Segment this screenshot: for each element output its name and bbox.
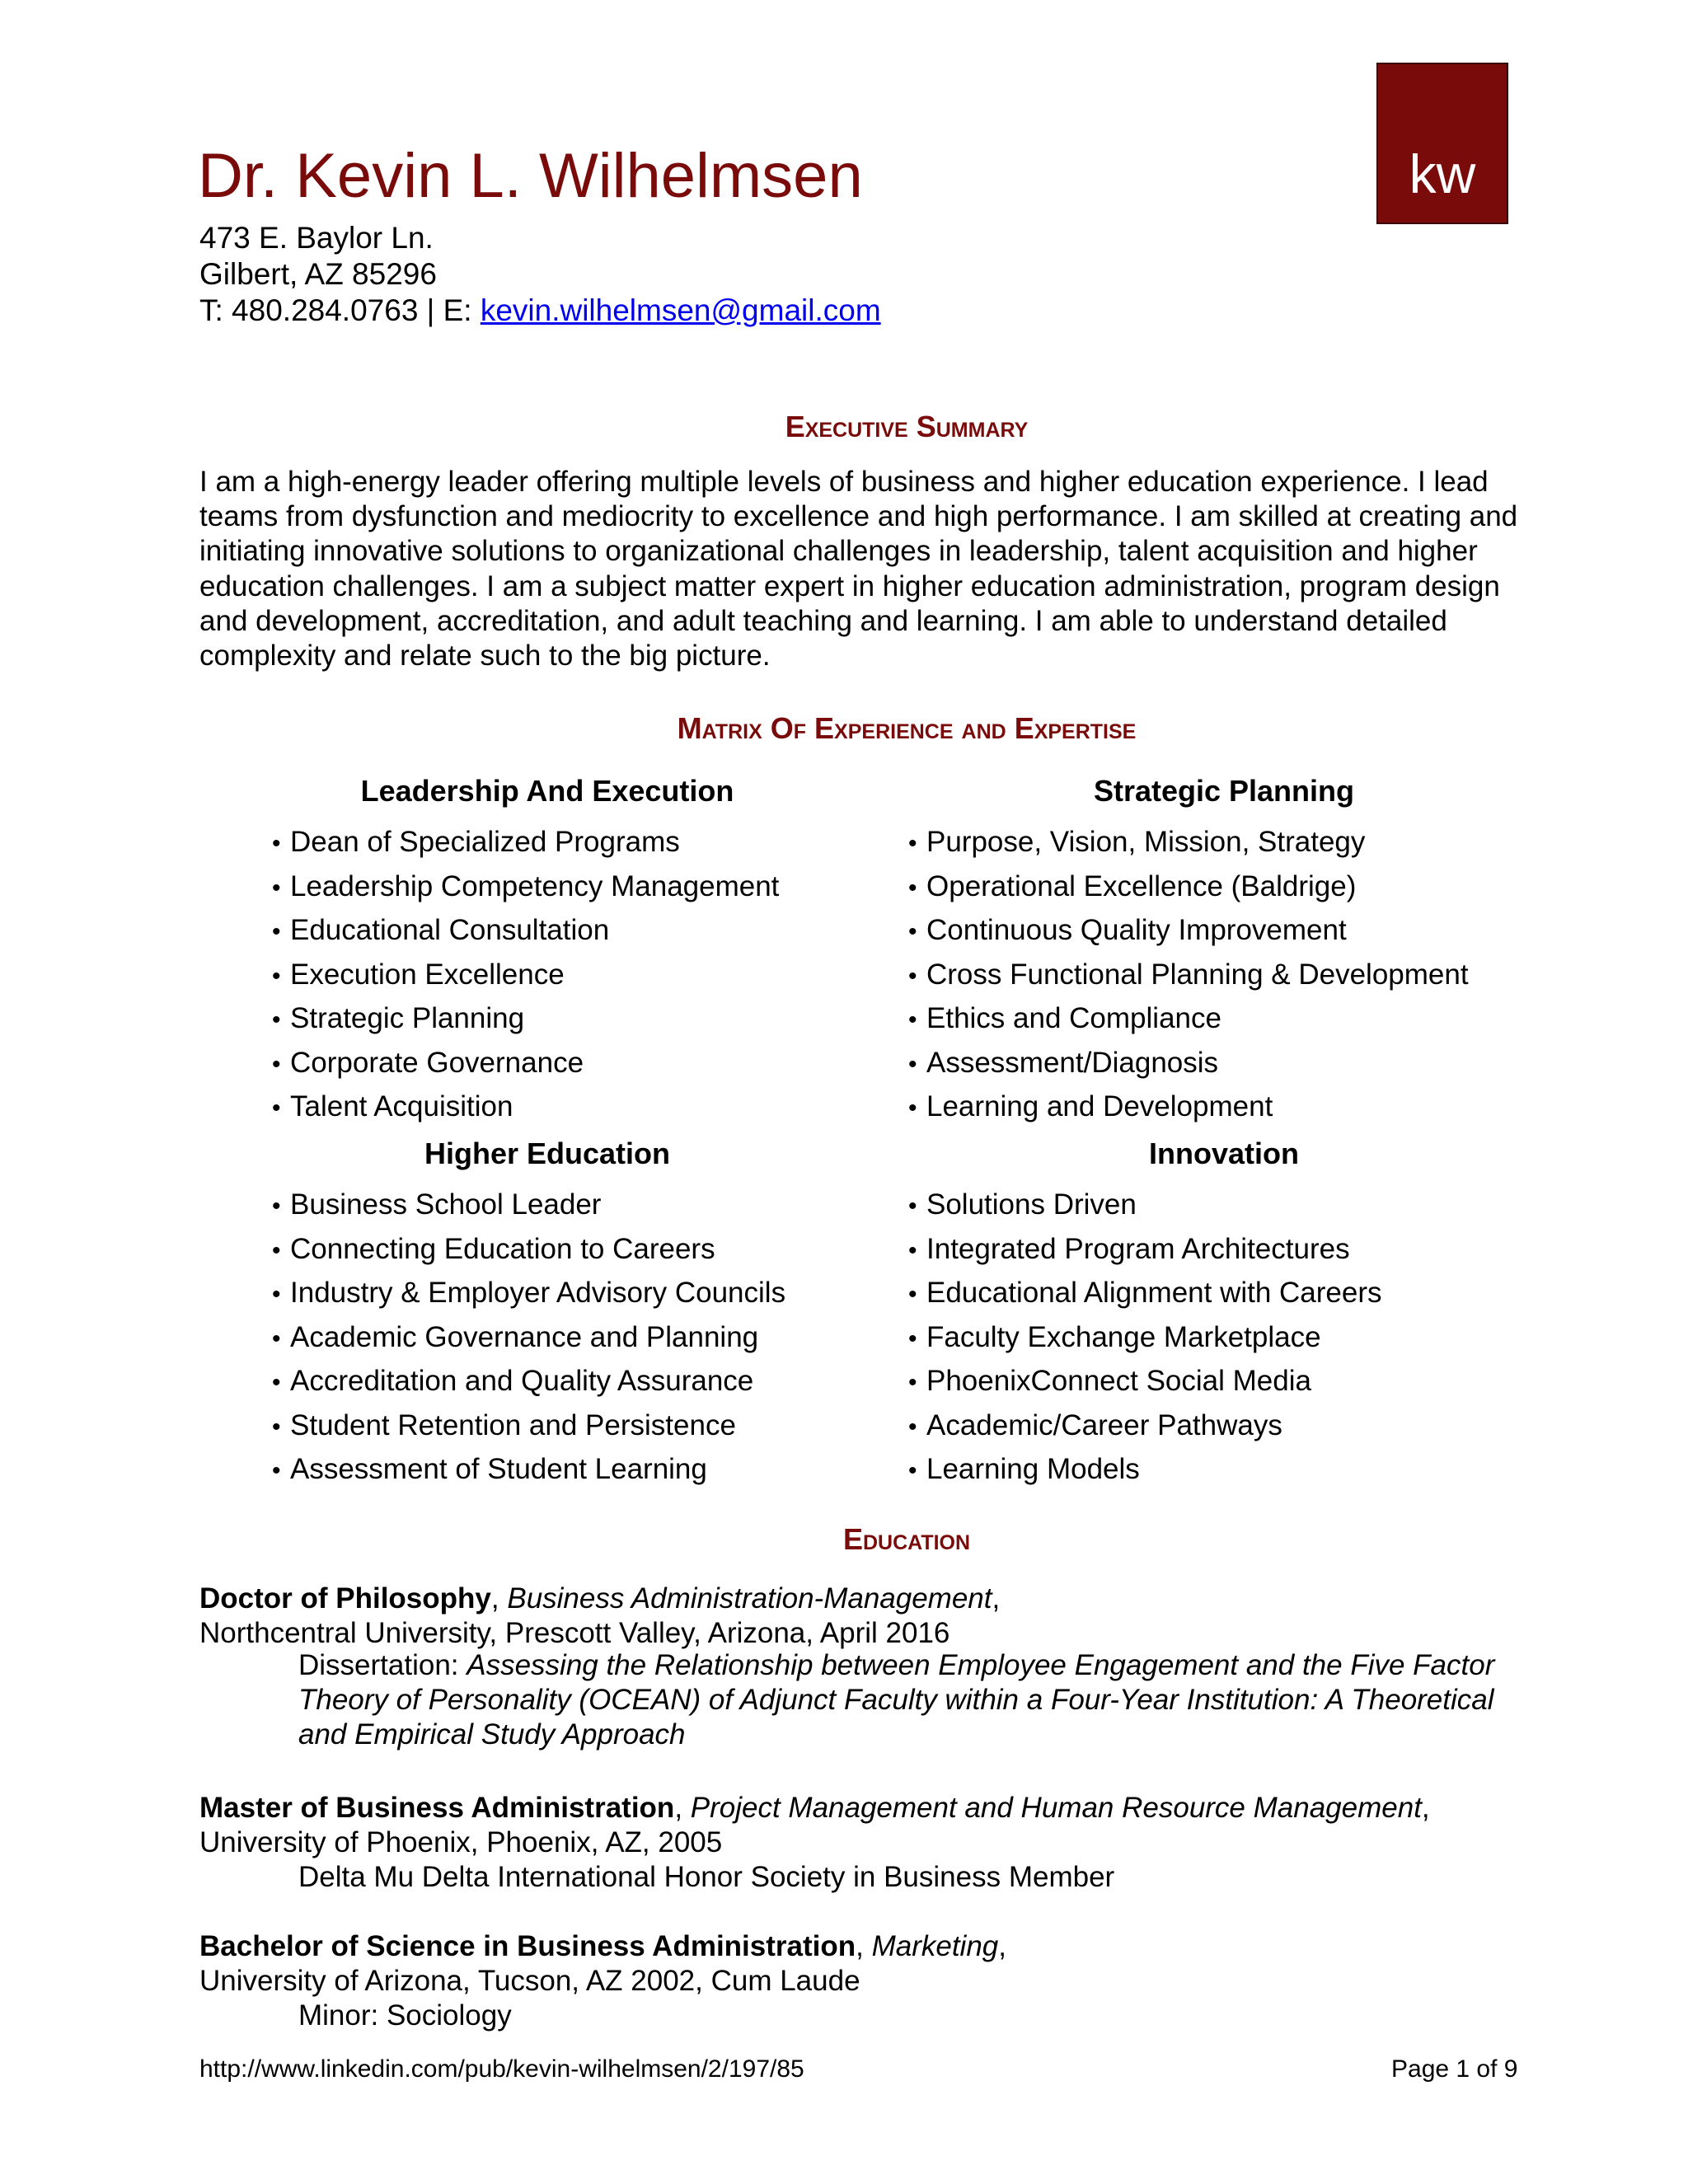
contact-phone-email — [199, 295, 881, 326]
list-item: • Execution Excellence — [272, 954, 779, 998]
executive-summary-text — [199, 465, 1601, 673]
summary-line: complexity and relate such to the big picture. — [199, 640, 771, 673]
list-item: • Continuous Quality Improvement — [908, 909, 1469, 954]
bullet-icon: • — [272, 1413, 281, 1441]
address-line-1: 473 E. Baylor Ln. — [199, 221, 434, 255]
bullet-icon: • — [272, 830, 281, 857]
phone-text: T: 480.284.0763 | E: — [199, 293, 481, 327]
email-link[interactable]: kevin.wilhelmsen@gmail.com — [480, 293, 881, 327]
list-item: • Student Retention and Persistence — [272, 1404, 785, 1449]
list-item: • Academic Governance and Planning — [272, 1316, 785, 1361]
bullet-icon: • — [272, 1281, 281, 1308]
degree-institution: Northcentral University, Prescott Valley, Arizona, April 2016 — [199, 1617, 950, 1649]
list-item: • Assessment of Student Learning — [272, 1448, 785, 1493]
dissertation-line: Dissertation: Assessing the Relationship between Employee Engagement and the Five Factor — [298, 1649, 1495, 1681]
list-item: • Dean of Specialized Programs — [272, 821, 779, 865]
list-item: • Talent Acquisition — [272, 1085, 779, 1130]
list-item: • Educational Alignment with Careers — [908, 1272, 1382, 1316]
matrix-heading: Matrix Of Experience and Expertise — [677, 711, 1137, 745]
summary-line: and development, accreditation, and adult teaching and learning. I am able to understand detailed — [199, 604, 1447, 637]
list-item: • Learning Models — [908, 1448, 1382, 1493]
bullet-icon: • — [908, 918, 917, 945]
address-line-2: Gilbert, AZ 85296 — [199, 257, 437, 291]
bullet-icon: • — [908, 874, 917, 902]
footer-linkedin-url[interactable]: http://www.linkedin.com/pub/kevin-wilhelmsen/2/197/85 — [199, 2055, 804, 2083]
list-item: • Operational Excellence (Baldrige) — [908, 865, 1469, 910]
bullet-icon: • — [908, 1236, 917, 1264]
bullet-icon: • — [272, 1050, 281, 1078]
list-item: • Strategic Planning — [272, 997, 779, 1042]
logo-text: kw — [1409, 143, 1476, 204]
list-item: • Ethics and Compliance — [908, 997, 1469, 1042]
degree-field: Project Management and Human Resource Management — [690, 1792, 1422, 1824]
degree-bs: Bachelor of Science in Business Administration, Marketing, — [199, 1930, 1006, 1962]
degree-detail: Minor: Sociology — [298, 1999, 512, 2032]
degree-title: Master of Business Administration — [199, 1792, 675, 1824]
matrix-block-title: Leadership And Execution — [360, 774, 734, 808]
bullet-icon: • — [272, 1324, 281, 1352]
matrix-list-leadership — [272, 821, 779, 1130]
bullet-icon: • — [908, 1050, 917, 1078]
executive-summary-heading: Executive Summary — [785, 410, 1029, 443]
bullet-icon: • — [272, 1006, 281, 1033]
bullet-icon: • — [272, 1094, 281, 1122]
list-item: • Industry & Employer Advisory Councils — [272, 1272, 785, 1316]
list-item: • Integrated Program Architectures — [908, 1228, 1382, 1272]
bullet-icon: • — [272, 1457, 281, 1484]
dissertation — [298, 1648, 1584, 1753]
list-item: • Solutions Driven — [908, 1183, 1382, 1228]
degree-title: Bachelor of Science in Business Administration — [199, 1930, 856, 1962]
bullet-icon: • — [908, 1413, 917, 1441]
list-item: • Cross Functional Planning & Development — [908, 954, 1469, 998]
matrix-block-title: Higher Education — [424, 1137, 671, 1170]
list-item: • Corporate Governance — [272, 1042, 779, 1086]
list-item: • Business School Leader — [272, 1183, 785, 1228]
bullet-icon: • — [908, 1324, 917, 1352]
bullet-icon: • — [908, 1094, 917, 1122]
bullet-icon: • — [908, 1193, 917, 1220]
list-item: • Faculty Exchange Marketplace — [908, 1316, 1382, 1361]
bullet-icon: • — [908, 1281, 917, 1308]
list-item: • Purpose, Vision, Mission, Strategy — [908, 821, 1469, 865]
summary-line: education challenges. I am a subject matter expert in higher education administration, program design — [199, 569, 1500, 602]
bullet-icon: • — [272, 1369, 281, 1396]
dissertation-label: Dissertation: — [298, 1649, 467, 1681]
candidate-name: Dr. Kevin L. Wilhelmsen — [198, 141, 863, 211]
degree-detail: Delta Mu Delta International Honor Society in Business Member — [298, 1861, 1115, 1893]
matrix-block-title: Innovation — [1149, 1137, 1299, 1170]
summary-line: teams from dysfunction and mediocrity to excellence and high performance. I am skilled at creating and — [199, 500, 1518, 533]
kw-logo — [1376, 63, 1508, 224]
list-item: • PhoenixConnect Social Media — [908, 1360, 1382, 1404]
degree-title: Doctor of Philosophy — [199, 1582, 491, 1615]
list-item: • Academic/Career Pathways — [908, 1404, 1382, 1449]
bullet-icon: • — [272, 962, 281, 990]
education-heading: Education — [842, 1522, 971, 1556]
bullet-icon: • — [908, 1457, 917, 1484]
degree-institution: University of Arizona, Tucson, AZ 2002, Cum Laude — [199, 1965, 860, 1997]
bullet-icon: • — [908, 962, 917, 990]
list-item: • Assessment/Diagnosis — [908, 1042, 1469, 1086]
bullet-icon: • — [908, 1369, 917, 1396]
degree-institution: University of Phoenix, Phoenix, AZ, 2005 — [199, 1826, 723, 1858]
degree-mba: Master of Business Administration, Project Management and Human Resource Management, — [199, 1792, 1430, 1824]
dissertation-line: and Empirical Study Approach — [298, 1718, 686, 1751]
degree-field: Marketing — [871, 1930, 999, 1962]
summary-line: initiating innovative solutions to organizational challenges in leadership, talent acquisition and higher — [199, 535, 1478, 568]
dissertation-line: Theory of Personality (OCEAN) of Adjunct Faculty within a Four-Year Institution: A Theoretical — [298, 1684, 1494, 1717]
bullet-icon: • — [908, 830, 917, 857]
matrix-list-higher-ed — [272, 1183, 785, 1493]
bullet-icon: • — [272, 874, 281, 902]
list-item: • Connecting Education to Careers — [272, 1228, 785, 1272]
matrix-list-strategic — [908, 821, 1469, 1130]
summary-line: I am a high-energy leader offering multiple levels of business and higher education experience. I lead — [199, 466, 1489, 498]
bullet-icon: • — [272, 1236, 281, 1264]
degree-phd: Doctor of Philosophy, Business Administration-Management, — [199, 1582, 1001, 1615]
footer-page-number: Page 1 of 9 — [1391, 2055, 1518, 2083]
list-item: • Leadership Competency Management — [272, 865, 779, 910]
list-item: • Learning and Development — [908, 1085, 1469, 1130]
matrix-block-title: Strategic Planning — [1093, 774, 1355, 808]
bullet-icon: • — [908, 1006, 917, 1033]
bullet-icon: • — [272, 1193, 281, 1220]
list-item: • Educational Consultation — [272, 909, 779, 954]
bullet-icon: • — [272, 918, 281, 945]
matrix-list-innovation — [908, 1183, 1382, 1493]
degree-field: Business Administration-Management — [507, 1582, 992, 1615]
list-item: • Accreditation and Quality Assurance — [272, 1360, 785, 1404]
